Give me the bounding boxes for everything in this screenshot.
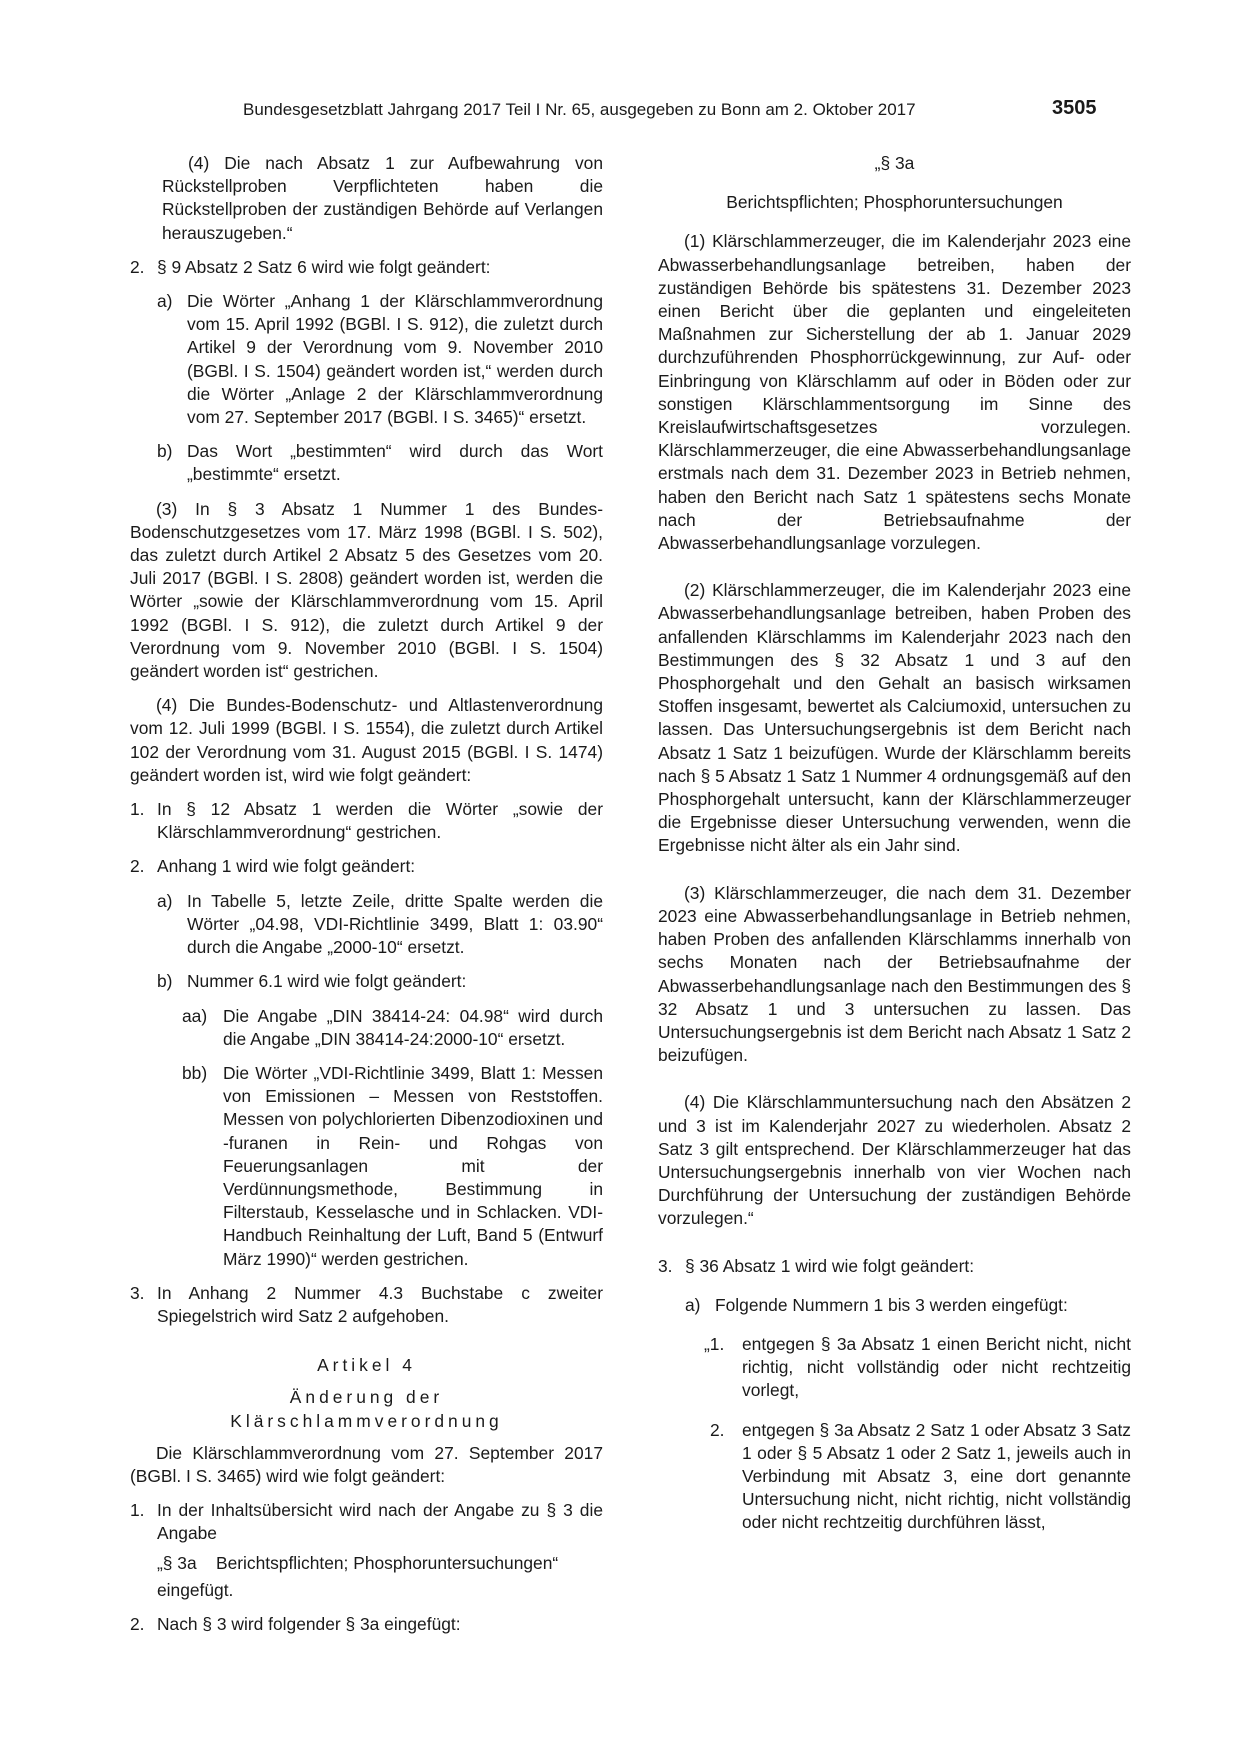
paragraph: (4) Die nach Absatz 1 zur Aufbewahrung von Rückstellproben Verpflichteten haben die Rückstellproben der zuständigen Behörde auf Verlangen herauszugeben.“	[162, 153, 603, 243]
paragraph: (3) In § 3 Absatz 1 Nummer 1 des Bundes-Bodenschutzgesetzes vom 17. März 1998 (BGBl. I S. 502), das zuletzt durch Artikel 2 Absatz 5 des Gesetzes vom 20. Juli 2017 (BGBl. I S. 2808) geändert worden ist, werden die Wörter „sowie der Klärschlammverordnung vom 15. April 1992 (BGBl. I S. 912), die zuletzt durch Artikel 9 der Verordnung vom 9. November 2010 (BGBl. I S. 1504) geändert worden ist“ gestrichen.	[130, 498, 603, 682]
item-text: Die Wörter „Anhang 1 der Klärschlammverordnung vom 15. April 1992 (BGBl. I S. 912), die zuletzt durch Artikel 9 der Verordnung vom 9. November 2010 (BGBl. I S. 1504) geändert worden ist,“ werden durch die Wörter „Anlage 2 der Klärschlammverordnung vom 27. September 2017 (BGBl. I S. 3465)“ ersetzt.	[187, 291, 603, 428]
item-text: In Anhang 2 Nummer 4.3 Buchstabe c zweiter Spiegelstrich wird Satz 2 aufgehoben.	[157, 1282, 603, 1326]
item-label: a)	[685, 1294, 701, 1315]
list-item	[658, 1419, 1131, 1535]
article-title: Klärschlammverordnung	[230, 1410, 503, 1431]
item-text: Die Angabe „DIN 38414-24: 04.98“ wird durch die Angabe „DIN 38414-24:2000-10“ ersetzt.	[223, 1005, 603, 1049]
item-label: a)	[157, 291, 173, 312]
list-item	[130, 290, 603, 429]
list-item	[130, 256, 603, 279]
list-item	[130, 440, 603, 486]
paragraph: (1) Klärschlammerzeuger, die im Kalenderjahr 2023 eine Abwasserbehandlungsanlage betreiben, haben der zuständigen Behörde bis spätestens 31. Dezember 2023 einen Bericht über die geplanten und eingeleiteten Maßnahmen zur Sicherstellung der ab 1. Januar 2029 durchzuführenden Phosphorrückgewinnung, zur Auf- oder Einbringung von Klärschlamm auf oder in Böden oder zur sonstigen Klärschlammentsorgung im Sinne des Kreislaufwirtschaftsgesetzes vorzulegen. Klärschlammerzeuger, die eine Abwasserbehandlungsanlage erstmals nach dem 31. Dezember 2023 in Betrieb nehmen, haben den Bericht nach Satz 1 spätestens sechs Monate nach der Betriebsaufnahme der Abwasserbehandlungsanlage vorzulegen.	[658, 231, 1131, 554]
item-text: Nummer 6.1 wird wie folgt geändert:	[187, 971, 467, 992]
list-item	[130, 1062, 603, 1271]
list-item	[130, 970, 603, 993]
item-label: 2.	[710, 1419, 725, 1440]
item-label: 1.	[130, 799, 145, 820]
item-label: 2.	[130, 256, 145, 277]
list-item	[130, 1005, 603, 1051]
item-text: In Tabelle 5, letzte Zeile, dritte Spalte werden die Wörter „04.98, VDI-Richtlinie 3499, Blatt 1: 03.90“ durch die Angabe „2000-10“ ersetzt.	[187, 890, 603, 958]
item-label: b)	[157, 971, 173, 992]
paragraph: Die Klärschlammverordnung vom 27. September 2017 (BGBl. I S. 3465) wird wie folgt geändert:	[130, 1442, 603, 1486]
item-label: „1.	[704, 1333, 725, 1354]
item-text: Das Wort „bestimmten“ wird durch das Wort „bestimmte“ ersetzt.	[187, 441, 603, 485]
item-label: bb)	[182, 1062, 208, 1083]
list-item	[130, 890, 603, 960]
item-text: Anhang 1 wird wie folgt geändert:	[157, 856, 416, 877]
item-text: In der Inhaltsübersicht wird nach der Angabe zu § 3 die Angabe	[157, 1500, 603, 1544]
item-label: aa)	[182, 1005, 208, 1026]
item-label: b)	[157, 441, 173, 462]
list-item	[130, 1499, 603, 1545]
paragraph: eingefügt.	[157, 1579, 234, 1600]
item-label: 1.	[130, 1500, 145, 1521]
list-item	[130, 855, 603, 878]
item-label: a)	[157, 890, 173, 911]
item-label: 3.	[658, 1255, 673, 1276]
quoted-entry: „§ 3a Berichtspflichten; Phosphoruntersuchungen“	[157, 1552, 559, 1573]
article-title: Änderung der	[289, 1387, 444, 1408]
item-text: Folgende Nummern 1 bis 3 werden eingefügt:	[715, 1294, 1068, 1315]
paragraph: (4) Die Klärschlammuntersuchung nach den Absätzen 2 und 3 ist im Kalenderjahr 2027 zu wiederholen. Absatz 2 Satz 3 gilt entsprechend. Der Klärschlammerzeuger hat das Untersuchungsergebnis innerhalb von vier Wochen nach Durchführung der Untersuchung der zuständigen Behörde vorzulegen.“	[658, 1092, 1131, 1229]
list-item	[130, 1282, 603, 1328]
right-column	[658, 152, 1131, 1535]
list-item	[658, 1255, 1131, 1278]
list-item	[658, 1294, 1131, 1317]
page-number: 3505	[1052, 97, 1097, 119]
item-label: 2.	[130, 856, 145, 877]
item-text: entgegen § 3a Absatz 1 einen Bericht nicht, nicht richtig, nicht vollständig oder nicht rechtzeitig vorlegt,	[742, 1333, 1131, 1401]
list-item	[130, 1613, 603, 1636]
item-label: 3.	[130, 1282, 145, 1303]
running-title: Bundesgesetzblatt Jahrgang 2017 Teil I Nr. 65, ausgegeben zu Bonn am 2. Oktober 2017	[243, 100, 916, 119]
item-text: Nach § 3 wird folgender § 3a eingefügt:	[157, 1613, 461, 1634]
section-title: Berichtspflichten; Phosphoruntersuchungen	[726, 192, 1063, 213]
paragraph: (2) Klärschlammerzeuger, die im Kalenderjahr 2023 eine Abwasserbehandlungsanlage betreiben, haben Proben des anfallenden Klärschlamms im Kalenderjahr 2023 nach den Bestimmungen des § 32 Absatz 1 und 3 auf den Phosphorgehalt und den Gehalt an basisch wirksamen Stoffen insgesamt, bewertet als Calciumoxid, untersuchen zu lassen. Das Untersuchungsergebnis ist dem Bericht nach Absatz 1 Satz 1 beizufügen. Wurde der Klärschlamm bereits nach § 5 Absatz 1 Satz 1 Nummer 4 ordnungsgemäß auf den Phosphorgehalt untersucht, kann der Klärschlammerzeuger die Ergebnisse dieser Untersuchung verwenden, wenn die Ergebnisse nicht älter als ein Jahr sind.	[658, 580, 1131, 856]
item-text: § 9 Absatz 2 Satz 6 wird wie folgt geändert:	[157, 256, 491, 277]
item-text: Die Wörter „VDI-Richtlinie 3499, Blatt 1: Messen von Emissionen – Messen von Reststoffen. Messen von polychlorierten Dibenzodioxinen und -furanen in Rein- und Rohgas von Feuerungsanlagen mit der Verdünnungsmethode, Bestimmung in Filterstaub, Kesselasche und in Schlacken. VDI-Handbuch Reinhaltung der Luft, Band 5 (Entwurf März 1990)“ werden gestrichen.	[223, 1062, 603, 1269]
left-column	[130, 152, 603, 1636]
item-text: In § 12 Absatz 1 werden die Wörter „sowie der Klärschlammverordnung“ gestrichen.	[157, 799, 603, 843]
section-heading: „§ 3a	[874, 153, 915, 173]
paragraph: (4) Die Bundes-Bodenschutz- und Altlastenverordnung vom 12. Juli 1999 (BGBl. I S. 1554), die zuletzt durch Artikel 102 der Verordnung vom 31. August 2015 (BGBl. I S. 1474) geändert worden ist, wird wie folgt geändert:	[130, 695, 603, 785]
article-heading: Artikel 4	[317, 1355, 416, 1376]
paragraph: (3) Klärschlammerzeuger, die nach dem 31. Dezember 2023 eine Abwasserbehandlungsanlage in Betrieb nehmen, haben Proben des anfallenden Klärschlamms innerhalb von sechs Monaten nach der Betriebsaufnahme der Abwasserbehandlungsanlage nach den Bestimmungen des § 32 Absatz 1 und 3 untersuchen zu lassen. Das Untersuchungsergebnis ist dem Bericht nach Absatz 1 Satz 2 beizufügen.	[658, 882, 1131, 1066]
list-item	[658, 1333, 1131, 1403]
list-item	[130, 798, 603, 844]
item-text: § 36 Absatz 1 wird wie folgt geändert:	[685, 1255, 975, 1276]
item-text: entgegen § 3a Absatz 2 Satz 1 oder Absatz 3 Satz 1 oder § 5 Absatz 1 oder 2 Satz 1, jeweils auch in Verbindung mit Absatz 3, eine dort genannte Untersuchung nicht, nicht richtig, nicht vollständig oder nicht rechtzeitig durchführen lässt,	[742, 1419, 1131, 1533]
item-label: 2.	[130, 1613, 145, 1634]
